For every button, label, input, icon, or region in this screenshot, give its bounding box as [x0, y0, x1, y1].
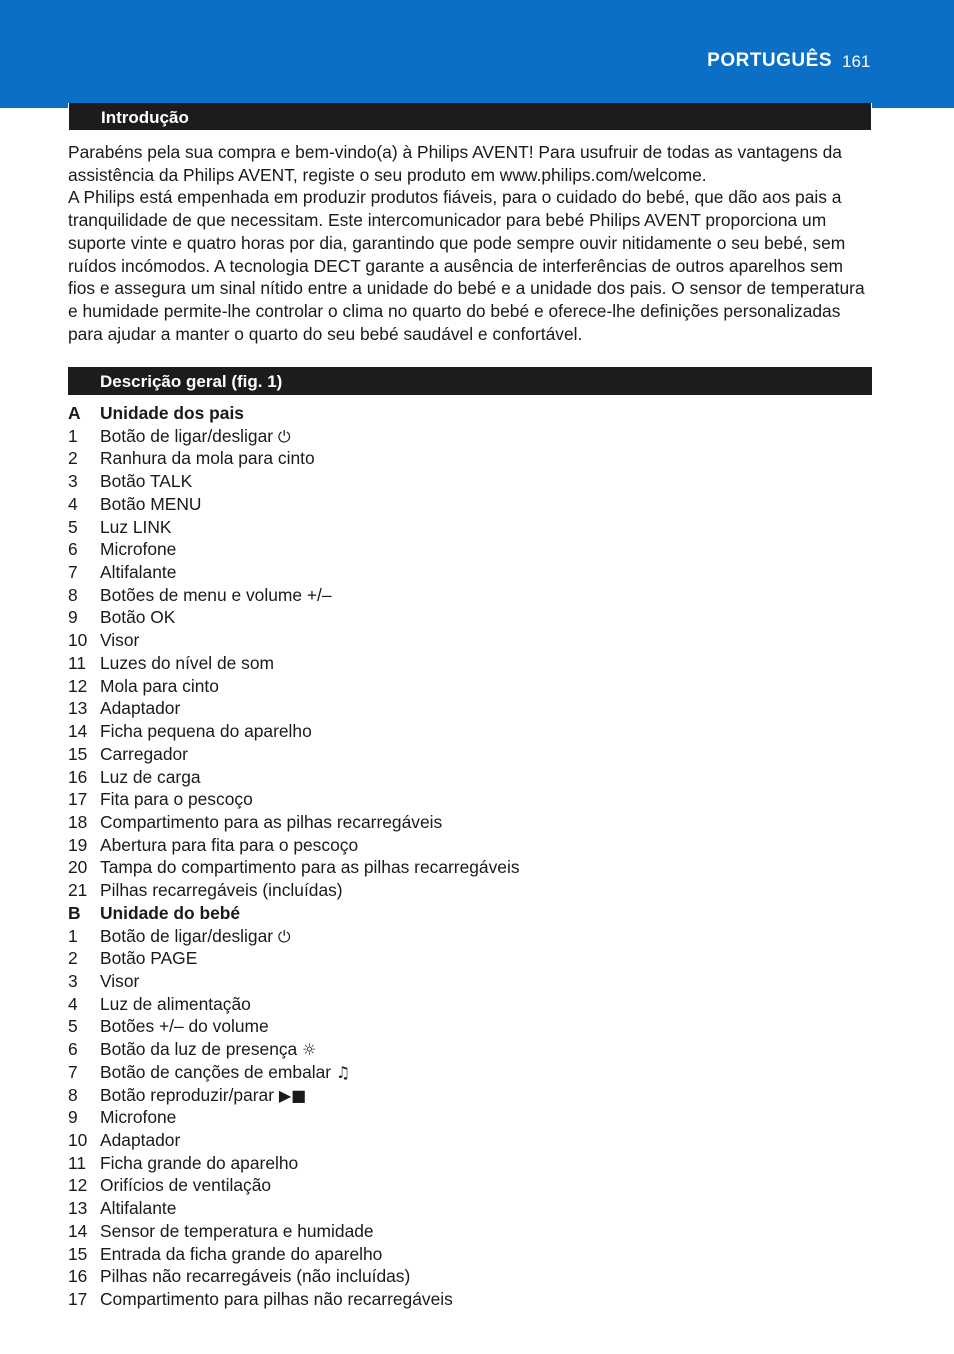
item-text: Botão de ligar/desligar	[100, 925, 274, 946]
item-symbol-icon: ♫	[335, 1062, 351, 1082]
item-number: 9	[68, 1107, 78, 1128]
list-item	[68, 1015, 874, 1038]
item-number: 11	[68, 1152, 87, 1173]
item-number: 4	[68, 993, 78, 1014]
item-number: 1	[68, 925, 78, 946]
item-number: 6	[68, 1039, 78, 1060]
item-number: 16	[68, 766, 88, 787]
item-number: 8	[68, 584, 78, 605]
list-item	[68, 1243, 874, 1266]
parts-list	[68, 402, 874, 1311]
header-band	[0, 0, 954, 108]
item-number: 21	[68, 880, 88, 901]
list-item	[68, 516, 874, 539]
item-text: Compartimento para as pilhas recarregáveis	[100, 811, 443, 832]
item-number: 17	[68, 1289, 88, 1310]
item-number: 2	[68, 448, 78, 469]
item-text: Botão OK	[100, 607, 176, 628]
item-number: 11	[68, 652, 87, 673]
item-number: 3	[68, 970, 78, 991]
item-number: 12	[68, 675, 88, 696]
item-text: Abertura para fita para o pescoço	[100, 834, 359, 855]
list-item	[68, 925, 874, 948]
list-item	[68, 675, 874, 698]
list-item	[68, 1084, 874, 1107]
item-text: Altifalante	[100, 562, 177, 583]
list-item	[68, 1220, 874, 1243]
item-text: Luz LINK	[100, 516, 172, 537]
item-text: Botão TALK	[100, 471, 193, 492]
item-text: Adaptador	[100, 1130, 181, 1150]
item-number: 2	[68, 948, 78, 969]
item-symbol-icon: ☼	[302, 1040, 317, 1060]
list-item	[68, 811, 874, 834]
item-text: Adaptador	[100, 698, 181, 719]
item-symbol-icon: ▶■	[278, 1085, 307, 1105]
item-number: 17	[68, 789, 88, 810]
item-symbol-icon: ⏻	[277, 426, 291, 446]
list-item	[68, 1174, 874, 1197]
item-text: Fita para o pescoço	[100, 789, 253, 810]
item-number: 15	[68, 743, 88, 764]
list-item	[68, 425, 874, 448]
list-item	[68, 652, 874, 675]
list-item	[68, 970, 874, 993]
list-item	[68, 1265, 874, 1288]
item-symbol-icon: ⏻	[277, 926, 291, 946]
item-text: Botão PAGE	[100, 948, 198, 969]
list-item	[68, 993, 874, 1016]
item-text: Botão reproduzir/parar	[100, 1084, 274, 1105]
item-text: Tampa do compartimento para as pilhas recarregáveis	[100, 857, 520, 878]
group-letter: B	[68, 902, 81, 923]
group-heading	[68, 402, 874, 425]
item-number: 7	[68, 562, 78, 583]
group-title: Unidade dos pais	[100, 403, 244, 423]
list-item	[68, 834, 874, 857]
list-item	[68, 743, 874, 766]
list-item	[68, 1061, 874, 1084]
list-item	[68, 1197, 874, 1220]
list-item	[68, 561, 874, 584]
group-letter: A	[68, 403, 81, 423]
item-text: Luz de carga	[100, 766, 201, 787]
list-item	[68, 493, 874, 516]
item-number: 19	[68, 834, 88, 855]
item-number: 10	[68, 630, 88, 651]
item-number: 20	[68, 857, 88, 878]
list-item	[68, 1038, 874, 1061]
item-text: Botões de menu e volume +/–	[100, 584, 332, 605]
list-item	[68, 470, 874, 493]
item-text: Compartimento para pilhas não recarregáveis	[100, 1289, 453, 1310]
item-number: 5	[68, 516, 78, 537]
item-text: Mola para cinto	[100, 675, 219, 696]
page-number: 161	[842, 52, 871, 71]
item-text: Orifícios de ventilação	[100, 1175, 272, 1196]
list-item	[68, 538, 874, 561]
item-number: 6	[68, 539, 78, 560]
list-item	[68, 1106, 874, 1129]
item-text: Pilhas recarregáveis (incluídas)	[100, 880, 343, 901]
item-number: 7	[68, 1061, 78, 1082]
list-item	[68, 856, 874, 879]
item-number: 13	[68, 1198, 88, 1219]
language-label: PORTUGUÊS	[707, 50, 832, 71]
list-item	[68, 788, 874, 811]
item-text: Botão MENU	[100, 493, 202, 514]
item-number: 5	[68, 1016, 78, 1037]
item-text: Ficha pequena do aparelho	[100, 721, 312, 742]
item-number: 10	[68, 1130, 88, 1150]
item-text: Altifalante	[100, 1198, 177, 1219]
item-number: 18	[68, 811, 88, 832]
group-title: Unidade do bebé	[100, 902, 241, 923]
item-text: Ficha grande do aparelho	[100, 1152, 299, 1173]
list-item	[68, 629, 874, 652]
item-number: 16	[68, 1266, 88, 1287]
item-text: Microfone	[100, 539, 177, 560]
item-number: 14	[68, 721, 88, 742]
list-item	[68, 606, 874, 629]
item-number: 4	[68, 493, 78, 514]
section-heading-overview: Descrição geral (fig. 1)	[68, 367, 872, 395]
list-item	[68, 584, 874, 607]
item-text: Botão de ligar/desligar	[100, 425, 274, 446]
item-text: Botões +/– do volume	[100, 1016, 269, 1037]
item-text: Luz de alimentação	[100, 993, 251, 1014]
item-number: 15	[68, 1243, 88, 1264]
item-number: 12	[68, 1175, 88, 1196]
section-heading-intro: Introdução	[68, 103, 872, 131]
item-text: Ranhura da mola para cinto	[100, 448, 315, 469]
list-item	[68, 1288, 874, 1311]
group-heading	[68, 902, 874, 925]
item-number: 14	[68, 1220, 88, 1241]
list-item	[68, 766, 874, 789]
item-number: 13	[68, 698, 88, 719]
item-number: 8	[68, 1084, 78, 1105]
list-item	[68, 697, 874, 720]
item-text: Botão de canções de embalar	[100, 1061, 332, 1082]
item-number: 3	[68, 471, 78, 492]
list-item	[68, 447, 874, 470]
intro-paragraph-2: A Philips está empenhada em produzir produtos fiáveis, para o cuidado do bebé, que dão aos pais a tranquilidade de que necessitam. Este intercomunicador para bebé Philips AVENT proporciona um suporte vinte e quatro horas por dia, garantindo que pode sempre ouvir nitidamente o seu bebé, sem ruídos incómodos. A tecnologia DECT garante a ausência de interferências de outros aparelhos sem fios e assegura um sinal nítido entre a unidade do bebé e a unidade dos pais. O sensor de temperatura e humidade permite-lhe controlar o clima no quarto do bebé e oferece-lhe definições personalizadas para ajudar a manter o quarto do seu bebé saudável e confortável.	[68, 187, 865, 344]
item-text: Botão da luz de presença	[100, 1039, 298, 1060]
list-item	[68, 879, 874, 902]
item-number: 1	[68, 425, 78, 446]
list-item	[68, 1152, 874, 1175]
intro-paragraph-1: Parabéns pela sua compra e bem-vindo(a) à Philips AVENT! Para usufruir de todas as vantagens da assistência da Philips AVENT, registe o seu produto em www.philips.com/welcome.	[68, 142, 842, 185]
item-text: Sensor de temperatura e humidade	[100, 1220, 374, 1241]
item-text: Carregador	[100, 743, 188, 764]
list-item	[68, 720, 874, 743]
item-text: Luzes do nível de som	[100, 652, 275, 673]
list-item	[68, 1129, 874, 1152]
item-text: Microfone	[100, 1107, 177, 1128]
list-item	[68, 947, 874, 970]
item-text: Pilhas não recarregáveis (não incluídas)	[100, 1266, 411, 1287]
item-text: Visor	[100, 630, 140, 651]
item-number: 9	[68, 607, 78, 628]
intro-text	[68, 141, 874, 345]
item-text: Visor	[100, 970, 140, 991]
item-text: Entrada da ficha grande do aparelho	[100, 1243, 383, 1264]
